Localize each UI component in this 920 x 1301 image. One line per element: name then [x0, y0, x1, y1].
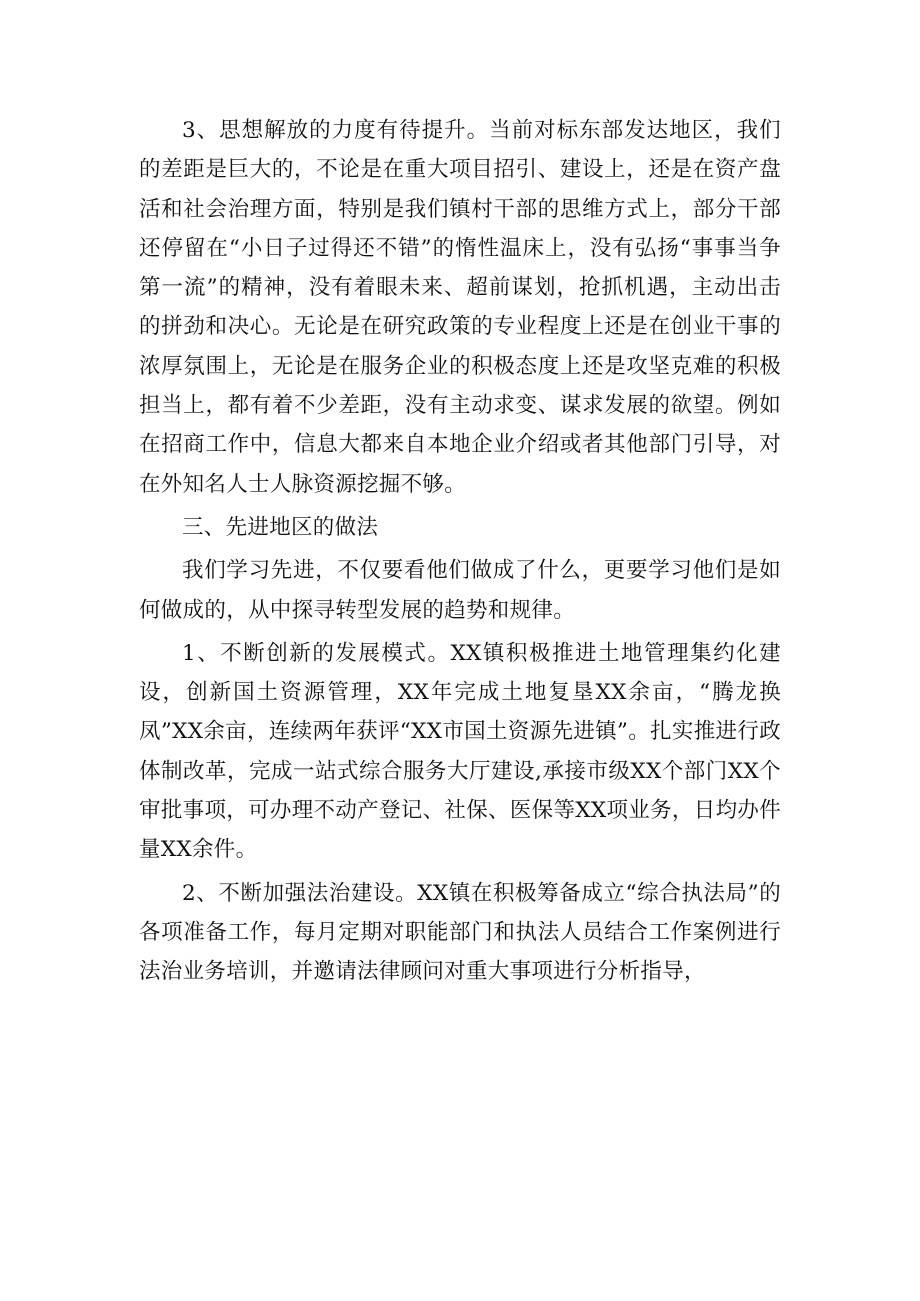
paragraph-thought-liberation: 3、思想解放的力度有待提升。当前对标东部发达地区，我们的差距是巨大的，不论是在重大项目招引、建设上，还是在资产盘活和社会治理方面，特别是我们镇村干部的思维方式上，部分干部还停留在“小日子过得还不错”的惰性温床上，没有弘扬“事事当争第一流”的精神，没有着眼未来、超前谋划，抢抓机遇，主动出击的拼劲和决心。无论是在研究政策的专业程度上还是在创业干事的浓厚氛围上，无论是在服务企业的积极态度上还是攻坚克难的积极担当上，都有着不少差距，没有主动求变、谋求发展的欲望。例如在招商工作中，信息大都来自本地企业介绍或者其他部门引导，对在外知名人士人脉资源挖掘不够。 — [139, 118, 781, 497]
document-body — [139, 111, 781, 992]
paragraph-innovative-development: 1、不断创新的发展模式。XX镇积极推进土地管理集约化建设，创新国土资源管理，XX年完成土地复垦XX余亩，“腾龙换凤”XX余亩，连续两年获评“XX市国土资源先进镇”。扎实推进行政体制改革，完成一站式综合服务大厅建设,承接市级XX个部门XX个审批事项，可办理不动产登记、社保、医保等XX项业务，日均办件量XX余件。 — [139, 640, 781, 863]
paragraph-rule-of-law: 2、不断加强法治建设。XX镇在积极筹备成立“综合执法局”的各项准备工作，每月定期对职能部门和执法人员结合工作案例进行法治业务培训，并邀请法律顾问对重大事项进行分析指导， — [139, 880, 781, 985]
section-heading-advanced-practices: 三、先进地区的做法 — [182, 514, 379, 540]
paragraph-learning-intro: 我们学习先进，不仅要看他们做成了什么，更要学习他们是如何做成的，从中探寻转型发展的趋势和规律。 — [139, 558, 781, 623]
